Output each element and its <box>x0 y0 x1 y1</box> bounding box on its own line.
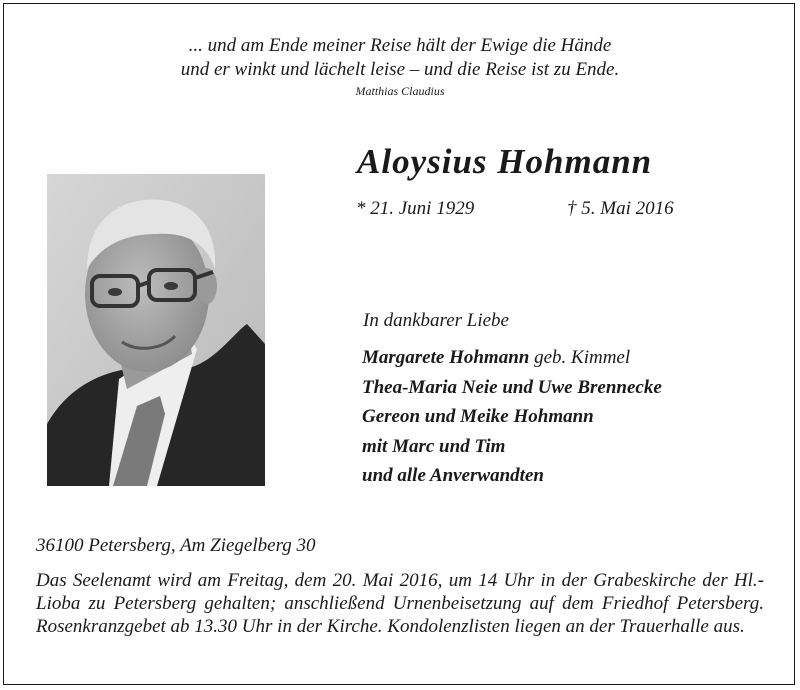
deceased-name: Aloysius Hohmann <box>357 142 653 181</box>
mourner-line: Gereon und Meike Hohmann <box>362 406 594 427</box>
death-date: † 5. Mai 2016 <box>567 198 674 219</box>
mourners-list <box>362 343 662 491</box>
mourner-line: und alle Anverwandten <box>362 465 544 486</box>
quote-line-1: ... und am Ende meiner Reise hält der Ewige die Hände <box>188 35 612 56</box>
portrait-icon <box>47 174 265 486</box>
mourner-widow-maiden: geb. Kimmel <box>534 347 631 368</box>
funeral-notice: Das Seelenamt wird am Freitag, dem 20. Mai 2016, um 14 Uhr in der Grabeskirche der Hl.-Lioba zu Petersberg gehalten; anschließend Urnenbeisetzung auf dem Friedhof Petersberg. Rosenkranzgebet ab 13.30 Uhr in der Kirche. Kondolenzlisten liegen an der Trauerhalle aus. <box>36 570 764 637</box>
address: 36100 Petersberg, Am Ziegelberg 30 <box>36 535 316 556</box>
mourner-line: mit Marc und Tim <box>362 435 506 457</box>
quote-author: Matthias Claudius <box>355 84 445 98</box>
birth-date: * 21. Juni 1929 <box>356 198 475 219</box>
mourner-line: Thea-Maria Neie und Uwe Brennecke <box>362 376 662 398</box>
portrait-photo <box>47 174 265 486</box>
mourner-widow-name: Margarete Hohmann <box>362 347 530 368</box>
mourner-widow <box>362 343 662 373</box>
quote-line-2: und er winkt und lächelt leise – und die Reise ist zu Ende. <box>180 59 620 80</box>
mourners-intro: In dankbarer Liebe <box>363 310 509 331</box>
quote <box>0 34 800 100</box>
